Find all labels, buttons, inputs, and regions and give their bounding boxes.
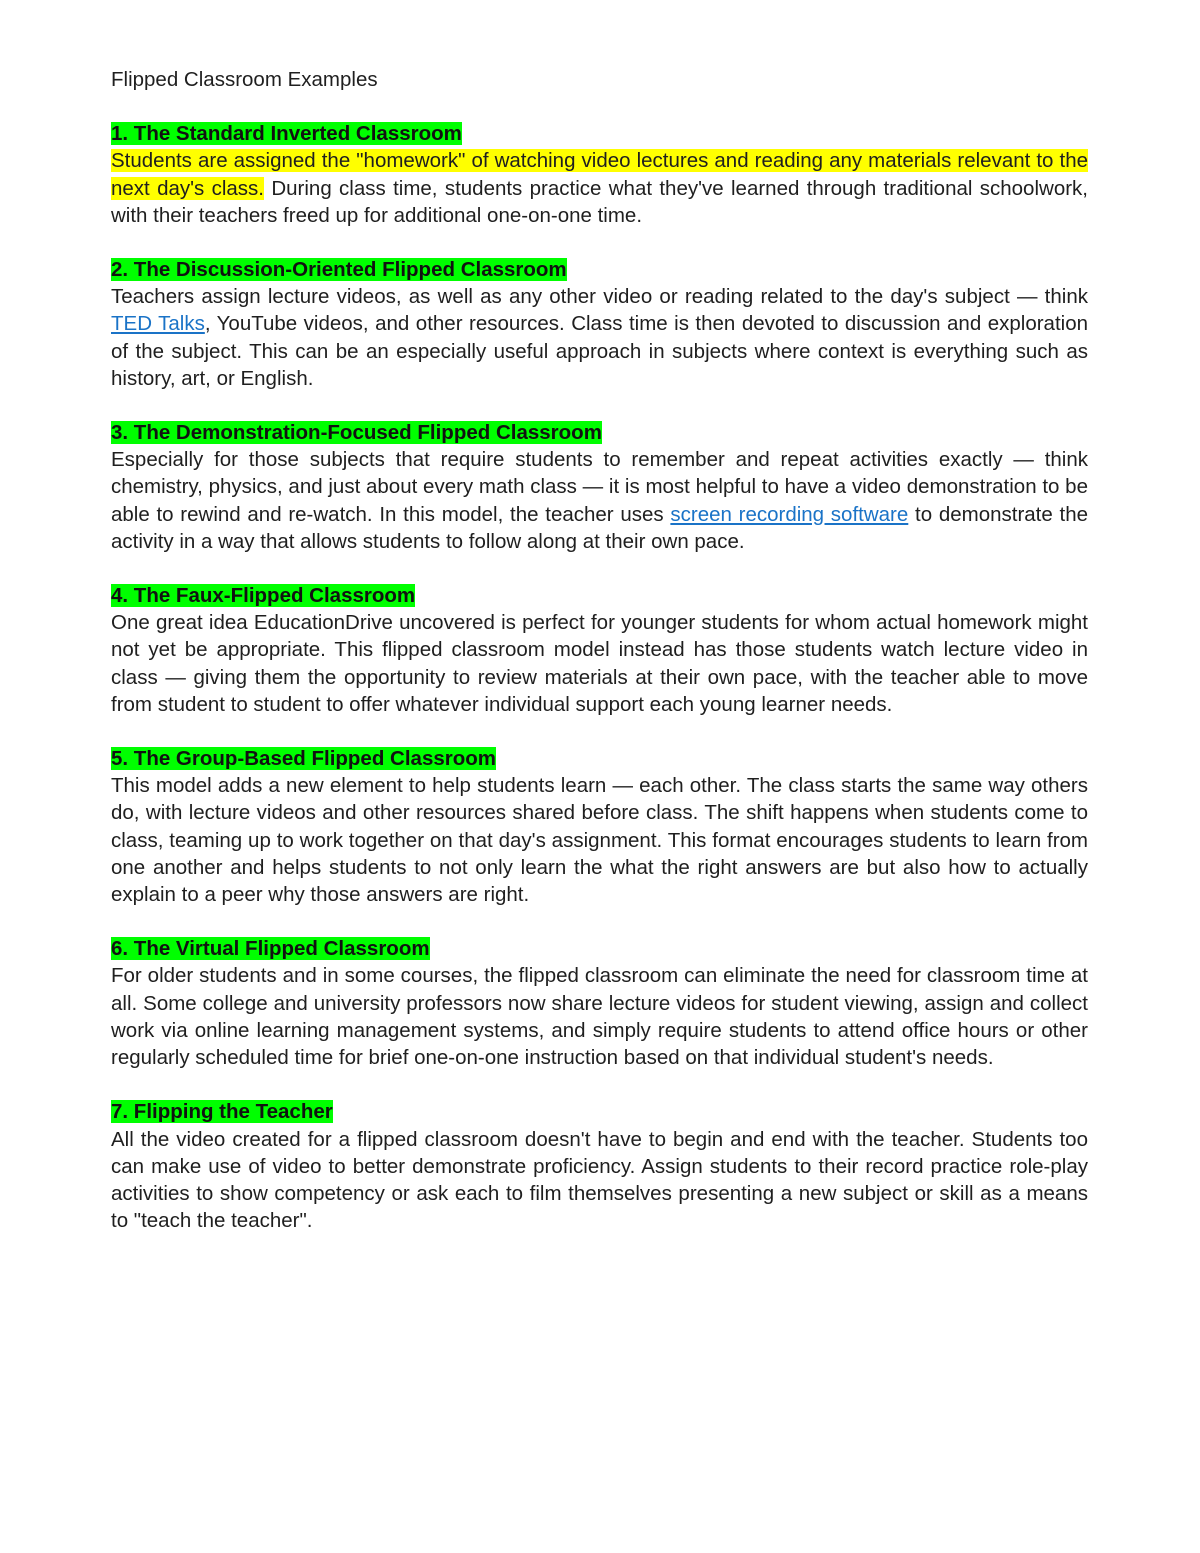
- section-heading: [111, 935, 1088, 962]
- section-heading: [111, 419, 1088, 446]
- ted-talks-link[interactable]: TED Talks: [111, 312, 205, 336]
- section-body: For older students and in some courses, the flipped classroom can eliminate the need for classroom time at all. Some college and university professors now share lecture videos for student viewing, assign and collect work via online learning management systems, and simply require students to attend office hours or other regularly scheduled time for brief one-on-one instruction based on that individual student's needs.: [111, 964, 1088, 1070]
- section-virtual-flipped: [111, 935, 1088, 1071]
- section-heading: [111, 1098, 1088, 1125]
- section-flipping-the-teacher: [111, 1098, 1088, 1234]
- section-heading-text: 5. The Group-Based Flipped Classroom: [111, 747, 497, 771]
- section-demonstration-focused: [111, 419, 1088, 555]
- section-heading-text: 7. Flipping the Teacher: [111, 1100, 333, 1124]
- section-body: One great idea EducationDrive uncovered is perfect for younger students for whom actual homework might not yet be appropriate. This flipped classroom model instead has those students watch lecture video in class — giving them the opportunity to review materials at their own pace, with the teacher able to move from student to student to offer whatever individual support each young learner needs.: [111, 611, 1088, 716]
- section-heading: [111, 582, 1088, 609]
- section-heading-text: 2. The Discussion-Oriented Flipped Classroom: [111, 258, 567, 282]
- section-heading-text: 1. The Standard Inverted Classroom: [111, 122, 462, 146]
- section-body: [111, 446, 1088, 555]
- screen-recording-software-link[interactable]: screen recording software: [670, 502, 909, 526]
- document-page: [111, 66, 1088, 1261]
- body-text: Especially for those subjects that require students to remember and repeat activities exactly — think chemistry, physics, and just about every math class — it is most helpful to have a video demonstration to be able to rewind and re-watch. In this model, the teacher uses: [111, 448, 1088, 526]
- section-heading-text: 4. The Faux-Flipped Classroom: [111, 584, 416, 608]
- body-text: During class time, students practice what they've learned through traditional schoolwork, with their teachers freed up for additional one-on-one time.: [111, 176, 1088, 227]
- body-text: , YouTube videos, and other resources. Class time is then devoted to discussion and exploration of the subject. This can be an especially useful approach in subjects where context is everything such as history, art, or English.: [111, 312, 1089, 390]
- section-body: This model adds a new element to help students learn — each other. The class starts the same way others do, with lecture videos and other resources shared before class. The shift happens when students come to class, teaming up to work together on that day's assignment. This format encourages students to learn from one another and helps students to not only learn the what the right answers are but also how to actually explain to a peer why those answers are right.: [111, 774, 1088, 907]
- section-heading: [111, 256, 1088, 283]
- section-body: All the video created for a flipped classroom doesn't have to begin and end with the teacher. Students too can make use of video to better demonstrate proficiency. Assign students to their record practice role-play activities to show competency or ask each to film themselves presenting a new subject or skill as a means to "teach the teacher".: [111, 1127, 1088, 1233]
- section-heading-text: 3. The Demonstration-Focused Flipped Classroom: [111, 421, 602, 445]
- section-faux-flipped: [111, 582, 1088, 718]
- section-heading: [111, 745, 1088, 772]
- document-title: Flipped Classroom Examples: [111, 68, 378, 91]
- section-body: [111, 283, 1088, 392]
- section-body: [111, 147, 1088, 229]
- body-text: to demonstrate the activity in a way that allows students to follow along at their own pace.: [111, 502, 1088, 553]
- section-group-based: [111, 745, 1088, 908]
- body-text: Teachers assign lecture videos, as well as any other video or reading related to the day's subject — think: [111, 285, 1088, 309]
- section-discussion-oriented: [111, 256, 1088, 392]
- section-heading: [111, 120, 1088, 147]
- section-heading-text: 6. The Virtual Flipped Classroom: [111, 937, 430, 961]
- highlighted-text: Students are assigned the "homework" of watching video lectures and reading any materials relevant to the next day's class.: [111, 149, 1088, 200]
- section-standard-inverted: [111, 120, 1088, 229]
